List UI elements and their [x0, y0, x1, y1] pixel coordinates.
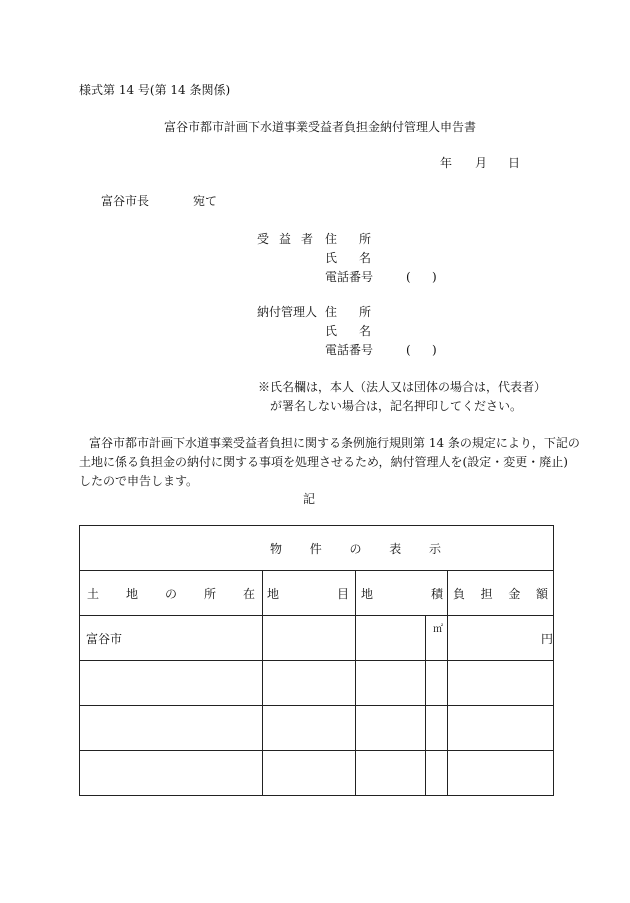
table-row	[80, 751, 554, 796]
form-number: 様式第 14 号(第 14 条関係)	[79, 83, 231, 97]
area-cell[interactable]	[356, 751, 426, 796]
payment-manager-phone-paren-close: )	[432, 343, 437, 357]
ki-marker: 記	[303, 492, 316, 506]
payment-manager-address-label: 住 所	[325, 305, 371, 319]
category-cell[interactable]	[263, 706, 356, 751]
date-year-label: 年	[440, 156, 453, 170]
body-line1: 富谷市都市計画下水道事業受益者負担に関する条例施行規則第 14 条の規定により，下記の	[89, 436, 580, 450]
table-row	[80, 616, 554, 661]
payment-manager-name-label: 氏 名	[325, 324, 371, 338]
area-unit-cell	[426, 706, 448, 751]
amount-cell[interactable]	[448, 706, 554, 751]
table-row	[80, 661, 554, 706]
header-charge-amount: 負 担 金 額	[448, 571, 554, 616]
table-header-row	[80, 571, 554, 616]
area-cell[interactable]	[356, 706, 426, 751]
area-unit-cell	[426, 751, 448, 796]
document-title: 富谷市都市計画下水道事業受益者負担金納付管理人申告書	[164, 120, 477, 134]
location-cell[interactable]	[80, 751, 263, 796]
beneficiary-phone-label: 電話番号	[325, 270, 374, 284]
addressee-mayor: 富谷市長	[101, 194, 150, 208]
area-unit-cell	[426, 616, 448, 661]
property-table	[79, 525, 554, 796]
payment-manager-phone-paren-open: (	[406, 343, 411, 357]
body-line2: 土地に係る負担金の納付に関する事項を処理させるため，納付管理人を(設定・変更・廃止)	[79, 455, 568, 469]
date-day-label: 日	[508, 156, 521, 170]
table-title-row	[80, 526, 554, 571]
category-cell[interactable]	[263, 661, 356, 706]
category-cell[interactable]	[263, 616, 356, 661]
beneficiary-name-label: 氏 名	[325, 251, 371, 265]
body-line3: したので申告します。	[79, 474, 199, 488]
signature-note-line2: が署名しない場合は，記名押印してください。	[270, 399, 523, 413]
table-title: 物 件 の 表 示	[270, 541, 442, 556]
area-cell[interactable]	[356, 616, 426, 661]
area-cell[interactable]	[356, 661, 426, 706]
location-cell[interactable]	[80, 706, 263, 751]
header-land-area: 地 積	[356, 571, 448, 616]
category-cell[interactable]	[263, 751, 356, 796]
amount-cell[interactable]: 円	[448, 616, 554, 661]
beneficiary-address-label: 住 所	[325, 232, 371, 246]
beneficiary-phone-paren-close: )	[432, 270, 437, 284]
date-month-label: 月	[475, 156, 488, 170]
header-land-category: 地 目	[263, 571, 356, 616]
amount-cell[interactable]	[448, 661, 554, 706]
location-cell[interactable]	[80, 661, 263, 706]
signature-note-line1: ※氏名欄は，本人（法人又は団体の場合は，代表者）	[258, 380, 547, 394]
area-unit: ㎡	[433, 624, 443, 635]
beneficiary-phone-paren-open: (	[406, 270, 411, 284]
location-cell[interactable]: 富谷市	[80, 616, 263, 661]
payment-manager-phone-label: 電話番号	[325, 343, 374, 357]
addressee-honorific: 宛て	[193, 194, 218, 208]
header-location: 土 地 の 所 在	[80, 571, 263, 616]
area-unit-cell	[426, 661, 448, 706]
beneficiary-label: 受 益 者	[257, 232, 313, 246]
payment-manager-label: 納付管理人	[257, 305, 318, 319]
table-row	[80, 706, 554, 751]
table-title-cell	[80, 526, 554, 571]
amount-cell[interactable]	[448, 751, 554, 796]
